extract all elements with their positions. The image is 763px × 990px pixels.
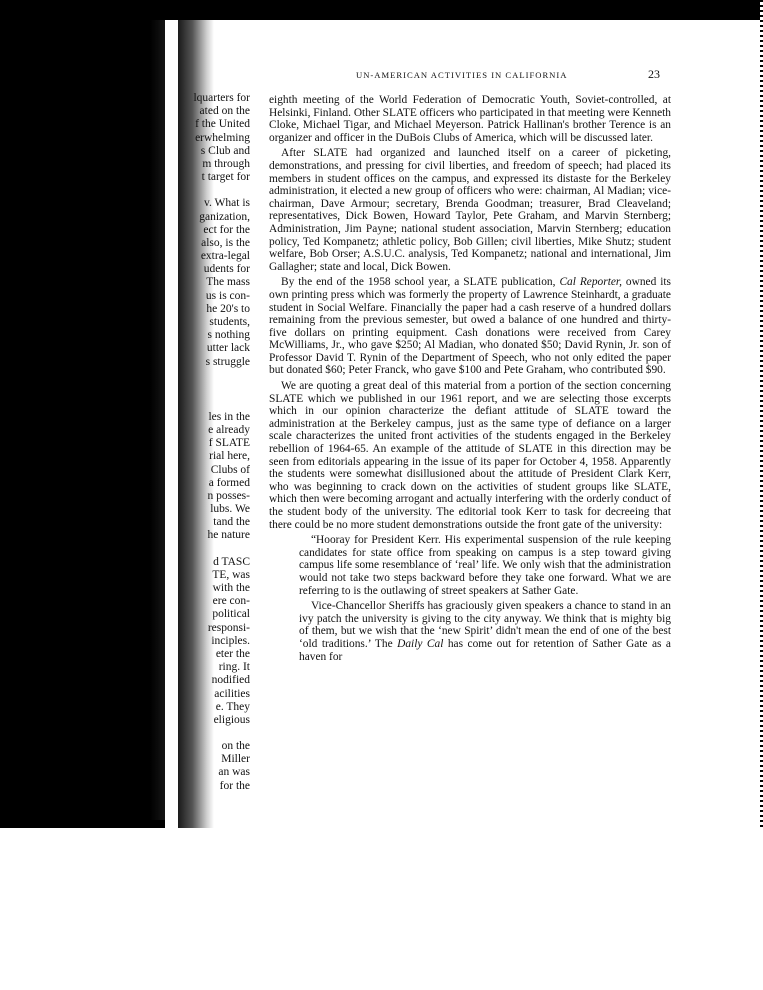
facing-page-line: erwhelming [195, 131, 250, 144]
main-text [269, 94, 671, 663]
facing-page-line: d TASC [213, 555, 250, 568]
facing-page-line: nodified [211, 674, 250, 687]
facing-page-line: udents for [203, 263, 250, 276]
facing-page-line: eter the [215, 647, 250, 660]
paragraph-text: By the end of the 1958 school year, a SLATE publication, [281, 276, 556, 289]
running-head: UN-AMERICAN ACTIVITIES IN CALIFORNIA [356, 70, 568, 80]
facing-page-line: us is con- [205, 289, 250, 302]
facing-page-line: ere con- [212, 595, 250, 608]
facing-page-line: an was [218, 766, 250, 779]
facing-page-line: ganization, [199, 210, 250, 223]
facing-page-line: TE, was [212, 568, 250, 581]
facing-page-line: with the [212, 582, 250, 594]
facing-page-line: utter lack [206, 342, 250, 355]
facing-page-line: responsi- [207, 621, 250, 634]
facing-page-block [166, 197, 250, 368]
facing-page-line: n posses- [207, 489, 250, 502]
facing-page-line: s nothing [207, 329, 250, 342]
facing-page-line: v. What is [204, 197, 250, 210]
block-quote: “Hooray for President Kerr. His experimental suspension of the rule keeping candidates for state office from speaking on campus is a step toward giving campus life some resemblance of ‘real’ life. We only wish that the administration would not take two steps backward before they take one forward. What we are referring to is the outlawing of street speakers at Sather Gate. [299, 534, 671, 597]
facing-page-line: f SLATE [208, 437, 250, 450]
facing-page-block [166, 411, 250, 543]
facing-page-line: s Club and [200, 144, 250, 157]
facing-page-block [166, 740, 250, 793]
facing-page-line: eligious [213, 713, 250, 726]
publication-title: Cal Reporter, [559, 276, 622, 289]
facing-page-block [166, 556, 250, 727]
facing-page-line: m through [202, 157, 250, 170]
facing-page-line: ect for the [203, 223, 250, 236]
paragraph-text: owned its own printing press which was formerly the property of Lawrence Steinhardt, a graduate student in Social Welfare. Financially the paper had a cash reserve of a hundred dollars remaining from the previous semester, but owed a balance of one hundred and thirty-five dollars on printing equipment. Cash donations were received from Carey McWilliams, Jr., who gave $250; Al Madian, who donated $50; David Rynin, Jr. son of Professor David T. Rynin of the Department of Speech, who not only edited the paper but donated $60; Peter Franck, who gave $100 and Pete Graham, who contributed $90. [269, 276, 671, 377]
paragraph: eighth meeting of the World Federation of Democratic Youth, Soviet-controlled, at Helsinki, Finland. Other SLATE officers who participated in that meeting were Kenneth Cloke, Michael Tigar, and Michael Meyerson. Patrick Hallinan's brother Terence is an organizer and officer in the DuBois Clubs of America, which will be discussed later. [269, 94, 671, 144]
facing-page-line: lubs. We [210, 503, 250, 516]
facing-page-line: on the [221, 740, 250, 753]
facing-page-line: a formed [208, 476, 250, 489]
facing-page-line: also, is the [201, 236, 250, 249]
facing-page-line: inciples. [211, 634, 250, 647]
facing-page-line: e already [208, 423, 250, 436]
facing-page-line: ated on the [199, 105, 250, 118]
quote-text: has come out for retention of Sather Gate as a haven for [299, 637, 671, 663]
facing-page-fragment [166, 92, 250, 806]
facing-page-line: for the [219, 779, 250, 792]
publication-title: Daily Cal [397, 637, 444, 650]
facing-page-line: ring. It [218, 661, 250, 674]
facing-page-line: acilities [214, 687, 250, 700]
paragraph: We are quoting a great deal of this material from a portion of the section concerning SLATE which we published in our 1961 report, and we are selecting those excerpts which in our opinion characterize the defiant attitude of SLATE toward the administration at the Berkeley campus, just as the same type of defiance on a larger scale characterizes the united front activities of the students engaged in the Berkeley rebellion of 1964-65. An example of the attitude of SLATE in this direction may be seen from editorials appearing in the issue of its paper for October 4, 1958. Apparently the students were somewhat disillusioned about the attitude of President Clark Kerr, who was beginning to crack down on the activities of student groups like SLATE, which then were becoming arrogant and actually interfering with the orderly conduct of the student body of the university. The editorial took Kerr to task for decreeing that there could be no more student demonstrations outside the front gate of the university: [269, 380, 671, 531]
paragraph: After SLATE had organized and launched itself on a career of picketing, demonstrations, and pressing for civil liberties, and freedom of speech; had placed its members in student offices on the campus, and expressed its distaste for the Berkeley administration, it elected a new group of officers who were: chairman, Al Madian; vice-chairman, Dave Armour; secretary, Brenda Goodman; treasurer, Brad Cleaveland; representatives, Dick Bowen, Howard Taylor, Pete Graham, and Marvin Sternberg; Administration, Jim Payne; national student association, Marvin Sternberg; education policy, Ted Kompanetz; athletic policy, Bob Gillen; civil liberties, Mike Shutz; student welfare, Bob Orser; A.S.U.C. analysis, Ted Kompanetz; national and international, Jim Gallagher; state and local, Dick Bowen. [269, 147, 671, 273]
facing-page-line: Miller [221, 753, 250, 766]
facing-page-line: political [212, 608, 250, 621]
facing-page-line: les in the [208, 410, 250, 423]
facing-page-line: lquarters for [193, 92, 250, 104]
scan-bottom-margin [0, 828, 763, 990]
facing-page-line: rial here, [209, 450, 250, 463]
facing-page-line: s struggle [205, 355, 250, 368]
page-number: 23 [648, 67, 660, 81]
facing-page-line: extra-legal [200, 250, 250, 263]
facing-page-line: t target for [201, 171, 250, 184]
block-quote [269, 600, 671, 663]
facing-page-line: he 20's to [206, 302, 250, 315]
facing-page-line: The mass [206, 276, 250, 289]
paragraph [269, 276, 671, 377]
facing-page-line: Clubs of [210, 463, 250, 476]
facing-page-line: tand the [213, 516, 250, 529]
facing-page-block [166, 92, 250, 184]
page-header [270, 68, 670, 82]
facing-page-line: students, [209, 316, 250, 328]
facing-page-line: e. They [215, 700, 250, 713]
facing-page-line: f the United [195, 118, 250, 131]
quote-text: Vice-Chancellor Sheriffs has graciously given speakers a chance to stand in an ivy patch the university is giving to the city anyway. We think that is mighty big of them, but we wish that the ‘new Spirit’ didn't mean the end of one of the best ‘old traditions.’ The [299, 600, 671, 650]
facing-page-line: he nature [207, 529, 250, 542]
